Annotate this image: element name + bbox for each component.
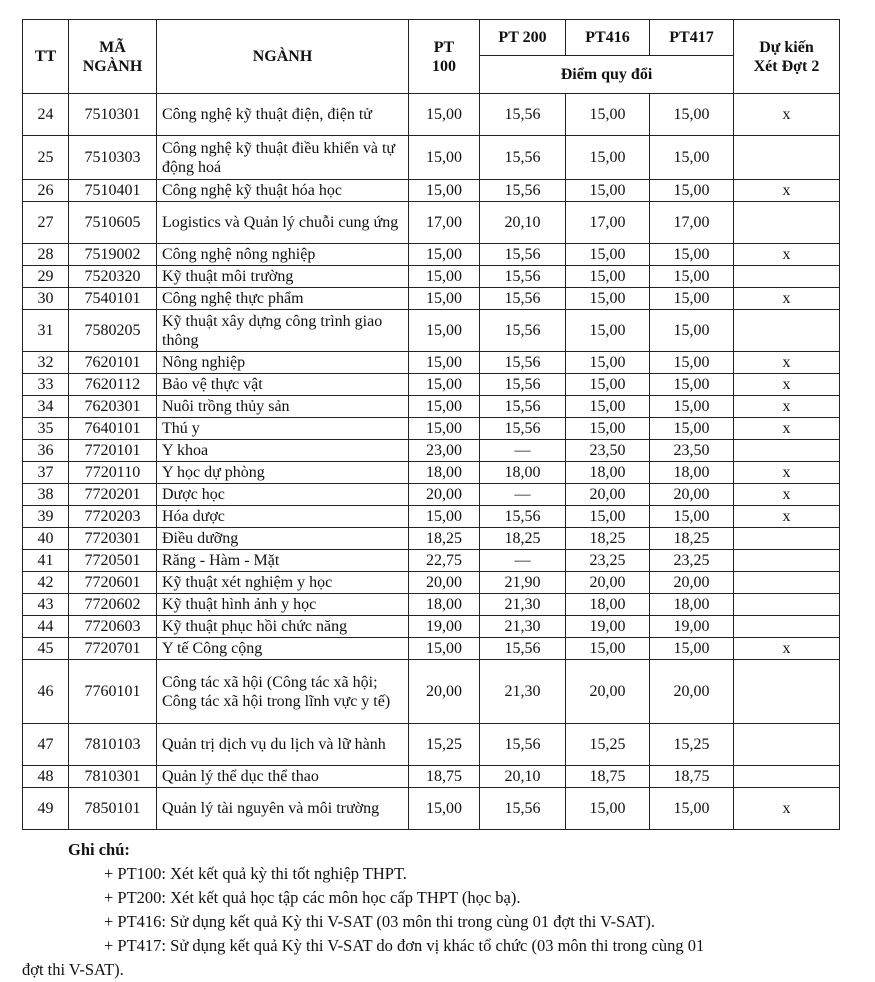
table-row bbox=[23, 594, 840, 616]
cell-du-kien: x bbox=[734, 484, 840, 506]
cell-tt: 47 bbox=[23, 724, 69, 766]
table-row bbox=[23, 484, 840, 506]
cell-pt100: 15,00 bbox=[409, 244, 480, 266]
cell-tt: 25 bbox=[23, 136, 69, 180]
cell-tt: 31 bbox=[23, 310, 69, 352]
table-row bbox=[23, 572, 840, 594]
cell-pt200: 15,56 bbox=[480, 352, 566, 374]
cell-tt: 34 bbox=[23, 396, 69, 418]
cell-pt200: — bbox=[480, 440, 566, 462]
cell-tt: 48 bbox=[23, 766, 69, 788]
cell-pt100: 20,00 bbox=[409, 660, 480, 724]
cell-ma-nganh: 7540101 bbox=[69, 288, 157, 310]
cell-nganh: Y khoa bbox=[157, 440, 409, 462]
cell-ma-nganh: 7519002 bbox=[69, 244, 157, 266]
cell-du-kien bbox=[734, 136, 840, 180]
cell-ma-nganh: 7620301 bbox=[69, 396, 157, 418]
cell-tt: 38 bbox=[23, 484, 69, 506]
note-pt416: + PT416: Sử dụng kết quả Kỳ thi V-SAT (03 môn thi trong cùng 01 đợt thi V-SAT). bbox=[104, 912, 656, 931]
cell-tt: 27 bbox=[23, 202, 69, 244]
cell-ma-nganh: 7620112 bbox=[69, 374, 157, 396]
cell-tt: 30 bbox=[23, 288, 69, 310]
cell-du-kien bbox=[734, 440, 840, 462]
cell-pt200: 15,56 bbox=[480, 136, 566, 180]
header-nganh: NGÀNH bbox=[157, 20, 409, 94]
cell-pt417: 15,00 bbox=[650, 638, 734, 660]
cell-pt200: 15,56 bbox=[480, 724, 566, 766]
cell-du-kien bbox=[734, 310, 840, 352]
table-row bbox=[23, 310, 840, 352]
cell-pt417: 15,00 bbox=[650, 396, 734, 418]
cell-pt416: 15,00 bbox=[566, 180, 650, 202]
cell-tt: 41 bbox=[23, 550, 69, 572]
cell-du-kien: x bbox=[734, 462, 840, 484]
cell-pt200: 18,00 bbox=[480, 462, 566, 484]
cell-pt100: 15,00 bbox=[409, 94, 480, 136]
table-row bbox=[23, 660, 840, 724]
cell-du-kien: x bbox=[734, 396, 840, 418]
header-pt200: PT 200 bbox=[480, 20, 566, 56]
cell-pt100: 15,00 bbox=[409, 788, 480, 830]
cell-pt200: — bbox=[480, 484, 566, 506]
cell-pt416: 15,00 bbox=[566, 396, 650, 418]
table-row bbox=[23, 462, 840, 484]
cell-pt417: 15,00 bbox=[650, 266, 734, 288]
cell-ma-nganh: 7720501 bbox=[69, 550, 157, 572]
cell-pt417: 18,25 bbox=[650, 528, 734, 550]
cell-du-kien: x bbox=[734, 94, 840, 136]
cell-du-kien bbox=[734, 266, 840, 288]
header-pt100: PT 100 bbox=[409, 20, 480, 94]
cell-pt417: 18,00 bbox=[650, 594, 734, 616]
cell-du-kien bbox=[734, 616, 840, 638]
cell-ma-nganh: 7510301 bbox=[69, 94, 157, 136]
cell-nganh: Công nghệ thực phẩm bbox=[157, 288, 409, 310]
cell-ma-nganh: 7810103 bbox=[69, 724, 157, 766]
cell-pt200: 21,30 bbox=[480, 660, 566, 724]
cell-pt100: 17,00 bbox=[409, 202, 480, 244]
cell-ma-nganh: 7720602 bbox=[69, 594, 157, 616]
cell-ma-nganh: 7720701 bbox=[69, 638, 157, 660]
cell-nganh: Logistics và Quản lý chuỗi cung ứng bbox=[157, 202, 409, 244]
cell-pt100: 18,00 bbox=[409, 462, 480, 484]
cell-pt100: 15,00 bbox=[409, 310, 480, 352]
cell-pt417: 18,00 bbox=[650, 462, 734, 484]
cell-pt100: 15,00 bbox=[409, 506, 480, 528]
cell-nganh: Công tác xã hội (Công tác xã hội; Công tác xã hội trong lĩnh vực y tế) bbox=[157, 660, 409, 724]
table-row bbox=[23, 94, 840, 136]
cell-tt: 32 bbox=[23, 352, 69, 374]
table-row bbox=[23, 352, 840, 374]
cell-du-kien: x bbox=[734, 180, 840, 202]
cell-pt200: 15,56 bbox=[480, 180, 566, 202]
cell-ma-nganh: 7520320 bbox=[69, 266, 157, 288]
note-pt100: + PT100: Xét kết quả kỳ thi tốt nghiệp THPT. bbox=[104, 864, 407, 883]
cell-pt417: 20,00 bbox=[650, 660, 734, 724]
cell-pt417: 15,00 bbox=[650, 506, 734, 528]
cell-pt417: 15,00 bbox=[650, 310, 734, 352]
cell-pt200: 15,56 bbox=[480, 288, 566, 310]
cell-ma-nganh: 7510605 bbox=[69, 202, 157, 244]
cell-pt200: 21,30 bbox=[480, 594, 566, 616]
cell-pt200: 15,56 bbox=[480, 374, 566, 396]
cell-nganh: Nuôi trồng thủy sản bbox=[157, 396, 409, 418]
cell-ma-nganh: 7720301 bbox=[69, 528, 157, 550]
cell-pt416: 15,00 bbox=[566, 94, 650, 136]
cell-nganh: Kỹ thuật phục hồi chức năng bbox=[157, 616, 409, 638]
cell-pt100: 15,00 bbox=[409, 266, 480, 288]
cell-nganh: Kỹ thuật xây dựng công trình giao thông bbox=[157, 310, 409, 352]
cell-nganh: Bảo vệ thực vật bbox=[157, 374, 409, 396]
cell-ma-nganh: 7720201 bbox=[69, 484, 157, 506]
cell-pt100: 20,00 bbox=[409, 572, 480, 594]
table-row bbox=[23, 180, 840, 202]
cell-pt417: 15,00 bbox=[650, 788, 734, 830]
cell-ma-nganh: 7720601 bbox=[69, 572, 157, 594]
cell-pt200: 15,56 bbox=[480, 418, 566, 440]
cell-pt416: 15,00 bbox=[566, 136, 650, 180]
table-row bbox=[23, 724, 840, 766]
cell-pt416: 15,00 bbox=[566, 244, 650, 266]
cell-pt100: 15,00 bbox=[409, 638, 480, 660]
cell-nganh: Công nghệ kỹ thuật điện, điện tử bbox=[157, 94, 409, 136]
cell-pt416: 15,00 bbox=[566, 266, 650, 288]
cell-nganh: Quản trị dịch vụ du lịch và lữ hành bbox=[157, 724, 409, 766]
cell-pt416: 15,00 bbox=[566, 288, 650, 310]
cell-pt417: 15,00 bbox=[650, 244, 734, 266]
cell-du-kien: x bbox=[734, 244, 840, 266]
cell-du-kien: x bbox=[734, 788, 840, 830]
cell-pt100: 19,00 bbox=[409, 616, 480, 638]
cell-nganh: Dược học bbox=[157, 484, 409, 506]
cell-ma-nganh: 7720101 bbox=[69, 440, 157, 462]
cell-pt417: 19,00 bbox=[650, 616, 734, 638]
cell-pt417: 15,00 bbox=[650, 352, 734, 374]
cell-pt416: 15,00 bbox=[566, 638, 650, 660]
cell-nganh: Hóa dược bbox=[157, 506, 409, 528]
cell-pt100: 15,00 bbox=[409, 396, 480, 418]
cell-tt: 43 bbox=[23, 594, 69, 616]
cell-du-kien bbox=[734, 594, 840, 616]
cell-pt416: 20,00 bbox=[566, 660, 650, 724]
cell-pt200: 15,56 bbox=[480, 638, 566, 660]
cell-nganh: Thú y bbox=[157, 418, 409, 440]
cell-nganh: Kỹ thuật môi trường bbox=[157, 266, 409, 288]
cell-tt: 28 bbox=[23, 244, 69, 266]
table-row bbox=[23, 418, 840, 440]
cell-pt416: 15,00 bbox=[566, 374, 650, 396]
cell-tt: 42 bbox=[23, 572, 69, 594]
cell-pt416: 18,75 bbox=[566, 766, 650, 788]
table-row bbox=[23, 788, 840, 830]
cell-pt200: — bbox=[480, 550, 566, 572]
cell-pt100: 20,00 bbox=[409, 484, 480, 506]
cell-ma-nganh: 7810301 bbox=[69, 766, 157, 788]
cell-pt100: 15,25 bbox=[409, 724, 480, 766]
header-diem-quy-doi: Điểm quy đổi bbox=[480, 56, 734, 94]
table-row bbox=[23, 616, 840, 638]
cell-du-kien bbox=[734, 766, 840, 788]
cell-pt417: 15,00 bbox=[650, 374, 734, 396]
table-row bbox=[23, 528, 840, 550]
cell-pt200: 15,56 bbox=[480, 788, 566, 830]
cell-pt417: 15,25 bbox=[650, 724, 734, 766]
cell-tt: 40 bbox=[23, 528, 69, 550]
cell-nganh: Nông nghiệp bbox=[157, 352, 409, 374]
cell-pt416: 18,00 bbox=[566, 594, 650, 616]
cell-du-kien: x bbox=[734, 288, 840, 310]
cell-du-kien: x bbox=[734, 352, 840, 374]
cell-tt: 46 bbox=[23, 660, 69, 724]
table-row bbox=[23, 550, 840, 572]
cell-tt: 37 bbox=[23, 462, 69, 484]
cell-pt416: 18,25 bbox=[566, 528, 650, 550]
cell-pt100: 15,00 bbox=[409, 374, 480, 396]
cell-pt100: 22,75 bbox=[409, 550, 480, 572]
cell-pt417: 15,00 bbox=[650, 180, 734, 202]
cell-ma-nganh: 7720603 bbox=[69, 616, 157, 638]
cell-ma-nganh: 7850101 bbox=[69, 788, 157, 830]
cell-pt416: 20,00 bbox=[566, 484, 650, 506]
cell-pt416: 15,00 bbox=[566, 506, 650, 528]
cell-ma-nganh: 7510303 bbox=[69, 136, 157, 180]
cell-pt416: 15,00 bbox=[566, 418, 650, 440]
table-row bbox=[23, 136, 840, 180]
header-du-kien: Dự kiến Xét Đợt 2 bbox=[734, 20, 840, 94]
cell-pt200: 15,56 bbox=[480, 94, 566, 136]
cell-tt: 35 bbox=[23, 418, 69, 440]
header-pt416: PT416 bbox=[566, 20, 650, 56]
cell-pt200: 15,56 bbox=[480, 266, 566, 288]
cell-pt100: 15,00 bbox=[409, 180, 480, 202]
cell-nganh: Quản lý tài nguyên và môi trường bbox=[157, 788, 409, 830]
cell-pt417: 20,00 bbox=[650, 572, 734, 594]
cell-du-kien bbox=[734, 550, 840, 572]
note-pt417-continuation: đợt thi V-SAT). bbox=[22, 960, 124, 979]
cell-du-kien bbox=[734, 724, 840, 766]
cell-pt417: 15,00 bbox=[650, 136, 734, 180]
header-pt417: PT417 bbox=[650, 20, 734, 56]
cell-nganh: Công nghệ kỹ thuật hóa học bbox=[157, 180, 409, 202]
cell-pt416: 15,25 bbox=[566, 724, 650, 766]
cell-ma-nganh: 7620101 bbox=[69, 352, 157, 374]
cell-tt: 36 bbox=[23, 440, 69, 462]
cell-du-kien bbox=[734, 202, 840, 244]
notes-section bbox=[22, 838, 862, 982]
cell-nganh: Kỹ thuật hình ảnh y học bbox=[157, 594, 409, 616]
cell-pt200: 21,30 bbox=[480, 616, 566, 638]
cell-nganh: Kỹ thuật xét nghiệm y học bbox=[157, 572, 409, 594]
cell-pt100: 15,00 bbox=[409, 418, 480, 440]
cell-pt200: 15,56 bbox=[480, 244, 566, 266]
cell-pt417: 18,75 bbox=[650, 766, 734, 788]
cell-pt417: 15,00 bbox=[650, 418, 734, 440]
admission-score-table bbox=[22, 19, 840, 830]
cell-pt416: 17,00 bbox=[566, 202, 650, 244]
cell-nganh: Răng - Hàm - Mặt bbox=[157, 550, 409, 572]
cell-pt200: 20,10 bbox=[480, 766, 566, 788]
cell-du-kien: x bbox=[734, 418, 840, 440]
cell-pt100: 18,00 bbox=[409, 594, 480, 616]
cell-ma-nganh: 7510401 bbox=[69, 180, 157, 202]
cell-tt: 39 bbox=[23, 506, 69, 528]
cell-pt417: 23,25 bbox=[650, 550, 734, 572]
cell-ma-nganh: 7640101 bbox=[69, 418, 157, 440]
cell-pt200: 21,90 bbox=[480, 572, 566, 594]
cell-nganh: Điều dưỡng bbox=[157, 528, 409, 550]
cell-pt416: 19,00 bbox=[566, 616, 650, 638]
cell-ma-nganh: 7720110 bbox=[69, 462, 157, 484]
cell-tt: 45 bbox=[23, 638, 69, 660]
cell-pt416: 20,00 bbox=[566, 572, 650, 594]
cell-nganh: Công nghệ nông nghiệp bbox=[157, 244, 409, 266]
table-row bbox=[23, 244, 840, 266]
cell-nganh: Y học dự phòng bbox=[157, 462, 409, 484]
cell-pt417: 15,00 bbox=[650, 288, 734, 310]
table-row bbox=[23, 766, 840, 788]
cell-pt417: 15,00 bbox=[650, 94, 734, 136]
cell-nganh: Y tế Công cộng bbox=[157, 638, 409, 660]
header-tt: TT bbox=[23, 20, 69, 94]
cell-pt200: 18,25 bbox=[480, 528, 566, 550]
cell-pt100: 18,75 bbox=[409, 766, 480, 788]
cell-pt416: 18,00 bbox=[566, 462, 650, 484]
cell-pt100: 23,00 bbox=[409, 440, 480, 462]
cell-du-kien bbox=[734, 572, 840, 594]
cell-du-kien bbox=[734, 660, 840, 724]
cell-tt: 33 bbox=[23, 374, 69, 396]
cell-ma-nganh: 7760101 bbox=[69, 660, 157, 724]
cell-pt416: 23,50 bbox=[566, 440, 650, 462]
cell-nganh: Quản lý thể dục thể thao bbox=[157, 766, 409, 788]
table-row bbox=[23, 506, 840, 528]
cell-pt200: 15,56 bbox=[480, 506, 566, 528]
cell-tt: 44 bbox=[23, 616, 69, 638]
cell-pt100: 18,25 bbox=[409, 528, 480, 550]
cell-pt200: 20,10 bbox=[480, 202, 566, 244]
header-ma-nganh: MÃ NGÀNH bbox=[69, 20, 157, 94]
cell-du-kien bbox=[734, 528, 840, 550]
table-row bbox=[23, 638, 840, 660]
table-row bbox=[23, 288, 840, 310]
cell-ma-nganh: 7720203 bbox=[69, 506, 157, 528]
table-row bbox=[23, 440, 840, 462]
note-pt417: + PT417: Sử dụng kết quả Kỳ thi V-SAT do đơn vị khác tổ chức (03 môn thi trong cùng 01 bbox=[104, 936, 705, 955]
cell-ma-nganh: 7580205 bbox=[69, 310, 157, 352]
table-row bbox=[23, 374, 840, 396]
cell-pt100: 15,00 bbox=[409, 352, 480, 374]
cell-du-kien: x bbox=[734, 374, 840, 396]
table-body bbox=[23, 94, 840, 830]
cell-pt100: 15,00 bbox=[409, 136, 480, 180]
notes-title: Ghi chú: bbox=[68, 840, 130, 859]
cell-pt417: 20,00 bbox=[650, 484, 734, 506]
cell-pt100: 15,00 bbox=[409, 288, 480, 310]
cell-pt417: 23,50 bbox=[650, 440, 734, 462]
note-pt200: + PT200: Xét kết quả học tập các môn học cấp THPT (học bạ). bbox=[104, 888, 521, 907]
cell-pt416: 15,00 bbox=[566, 310, 650, 352]
cell-pt200: 15,56 bbox=[480, 310, 566, 352]
cell-tt: 49 bbox=[23, 788, 69, 830]
cell-pt416: 15,00 bbox=[566, 352, 650, 374]
cell-pt416: 15,00 bbox=[566, 788, 650, 830]
cell-pt200: 15,56 bbox=[480, 396, 566, 418]
cell-nganh: Công nghệ kỹ thuật điều khiển và tự động hoá bbox=[157, 136, 409, 180]
table-row bbox=[23, 202, 840, 244]
cell-tt: 24 bbox=[23, 94, 69, 136]
table-row bbox=[23, 266, 840, 288]
cell-pt416: 23,25 bbox=[566, 550, 650, 572]
cell-du-kien: x bbox=[734, 638, 840, 660]
cell-pt417: 17,00 bbox=[650, 202, 734, 244]
cell-du-kien: x bbox=[734, 506, 840, 528]
table-row bbox=[23, 396, 840, 418]
cell-tt: 26 bbox=[23, 180, 69, 202]
cell-tt: 29 bbox=[23, 266, 69, 288]
